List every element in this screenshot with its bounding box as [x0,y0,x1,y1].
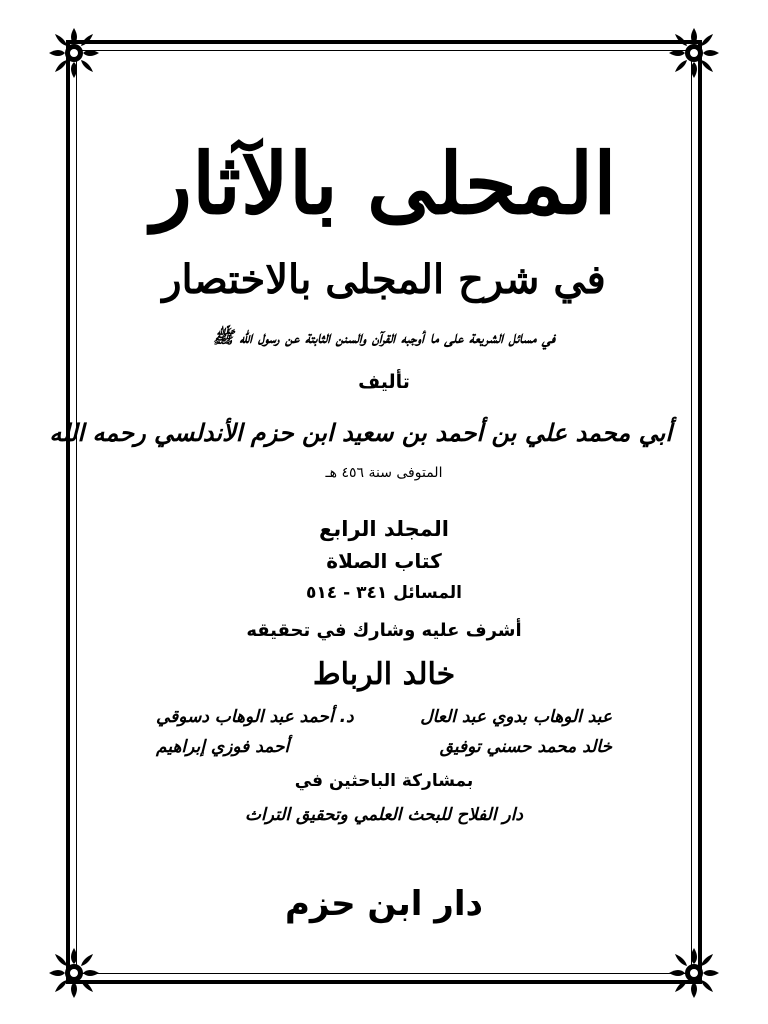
issues-range: المسائل ٣٤١ - ٥١٤ [306,583,462,603]
supervision-label: أشرف عليه وشارك في تحقيقه [246,620,522,641]
contributors-list [156,702,612,762]
author-death-year: المتوفى سنة ٤٥٦ هـ [325,465,443,481]
book-title: المحلى بالآثار [151,134,617,233]
publisher-name: دار ابن حزم [285,884,483,924]
contributor-name: أحمد فوزي إبراهيم [156,737,290,757]
cover-content [49,0,672,1024]
volume-label: المجلد الرابع [319,517,449,541]
corner-ornament-bottom-right [665,944,723,1002]
contributor-name: خالد محمد حسني توفيق [439,737,612,757]
supervisor-name: خالد الرباط [312,657,456,692]
partnership-label: بمشاركة الباحثين في [294,771,474,791]
book-section: كتاب الصلاة [326,549,442,573]
contributor-name: د. أحمد عبد الوهاب دسوقي [156,707,354,727]
author-name: أبي محمد علي بن أحمد بن سعيد ابن حزم الأندلسي رحمه الله [49,419,672,447]
book-description: في مسائل الشريعة على ما أوجبه القرآن والسنن الثابتة عن رسول الله ﷺ [212,328,556,348]
corner-ornament-top-right [665,24,723,82]
author-label: تأليف [358,371,410,393]
book-subtitle: في شرح المجلى بالاختصار [162,256,606,303]
contributors-row [156,702,612,732]
organization-name: دار الفلاح للبحث العلمي وتحقيق التراث [244,805,523,825]
corner-ornament-top-left [45,24,103,82]
contributor-name: عبد الوهاب بدوي عبد العال [420,707,612,727]
contributors-row [156,732,612,762]
corner-ornament-bottom-left [45,944,103,1002]
